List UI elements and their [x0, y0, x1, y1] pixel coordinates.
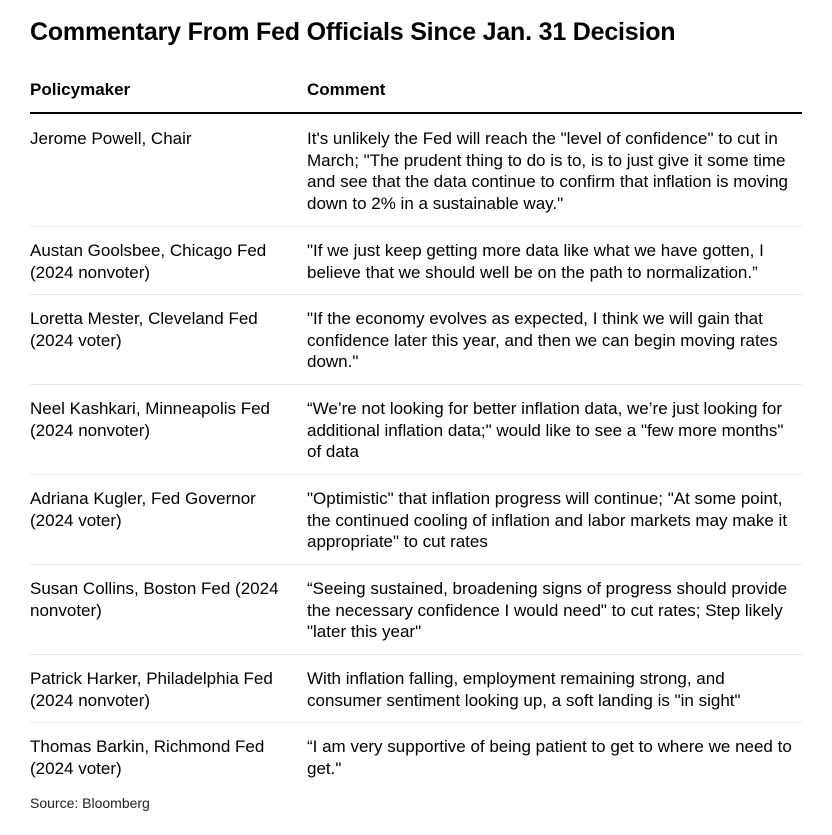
source-note: Source: Bloomberg: [30, 795, 150, 811]
policymaker-name: Loretta Mester, Cleveland Fed: [30, 309, 258, 328]
policymaker-role: (2024 nonvoter): [30, 690, 151, 710]
policymaker-role: (2024 nonvoter): [30, 262, 151, 282]
policymaker-name: Thomas Barkin, Richmond Fed: [30, 737, 265, 756]
table-row: [30, 655, 802, 723]
policymaker-name: Patrick Harker, Philadelphia Fed: [30, 669, 273, 688]
policymaker-name: Neel Kashkari, Minneapolis Fed: [30, 399, 271, 418]
policymaker-cell: [30, 128, 302, 150]
table-row: [30, 385, 802, 475]
column-header-policymaker: Policymaker: [30, 80, 131, 99]
policymaker-name: Jerome Powell, Chair: [30, 129, 192, 148]
policymaker-role: (2024 voter): [30, 758, 122, 778]
comment-cell: "If the economy evolves as expected, I think we will gain that confidence later this year, and then we can begin moving rates down.": [307, 309, 778, 371]
comment-cell: "Optimistic" that inflation progress will continue; "At some point, the continued cooling of inflation and labor markets may make it appropriate" to cut rates: [307, 489, 788, 551]
comment-cell: "If we just keep getting more data like what we have gotten, I believe that we should well be on the path to normalization.”: [307, 241, 764, 282]
policymaker-name: Adriana Kugler, Fed Governor: [30, 489, 256, 508]
table-title: Commentary From Fed Officials Since Jan. 31 Decision: [30, 18, 676, 46]
policymaker-role: (2024 nonvoter): [30, 420, 151, 440]
policymaker-role: (2024 voter): [30, 510, 122, 530]
policymaker-name: Austan Goolsbee, Chicago Fed: [30, 241, 267, 260]
policymaker-role: nonvoter): [30, 600, 102, 620]
table-row: [30, 114, 802, 227]
policymaker-cell: [30, 736, 302, 779]
commentary-table: [30, 74, 802, 790]
table-row: [30, 227, 802, 295]
table-header: [30, 74, 802, 114]
table-row: [30, 565, 802, 655]
comment-cell: “I am very supportive of being patient to get to where we need to get.": [307, 737, 792, 778]
column-header-comment: Comment: [307, 80, 386, 99]
policymaker-cell: [30, 578, 302, 621]
comment-cell: “Seeing sustained, broadening signs of progress should provide the necessary confidence I would need" to cut rates; Step likely "later this year": [307, 579, 788, 641]
policymaker-cell: [30, 308, 302, 351]
table-row: [30, 475, 802, 565]
policymaker-cell: [30, 668, 302, 711]
policymaker-cell: [30, 240, 302, 283]
table-row: [30, 723, 802, 790]
policymaker-cell: [30, 488, 302, 531]
policymaker-role: (2024 voter): [30, 330, 122, 350]
table-row: [30, 295, 802, 385]
comment-cell: It's unlikely the Fed will reach the "level of confidence" to cut in March; "The prudent thing to do is to, is to just give it some time and see that the data continue to confirm that inflation is moving down to 2% in a sustainable way.": [307, 129, 789, 213]
comment-cell: “We’re not looking for better inflation data, we’re just looking for additional inflation data;" would like to see a "few more months" of data: [307, 399, 784, 461]
policymaker-name: Susan Collins, Boston Fed (2024: [30, 579, 279, 598]
policymaker-cell: [30, 398, 302, 441]
comment-cell: With inflation falling, employment remaining strong, and consumer sentiment looking up, a soft landing is "in sight": [307, 669, 741, 710]
